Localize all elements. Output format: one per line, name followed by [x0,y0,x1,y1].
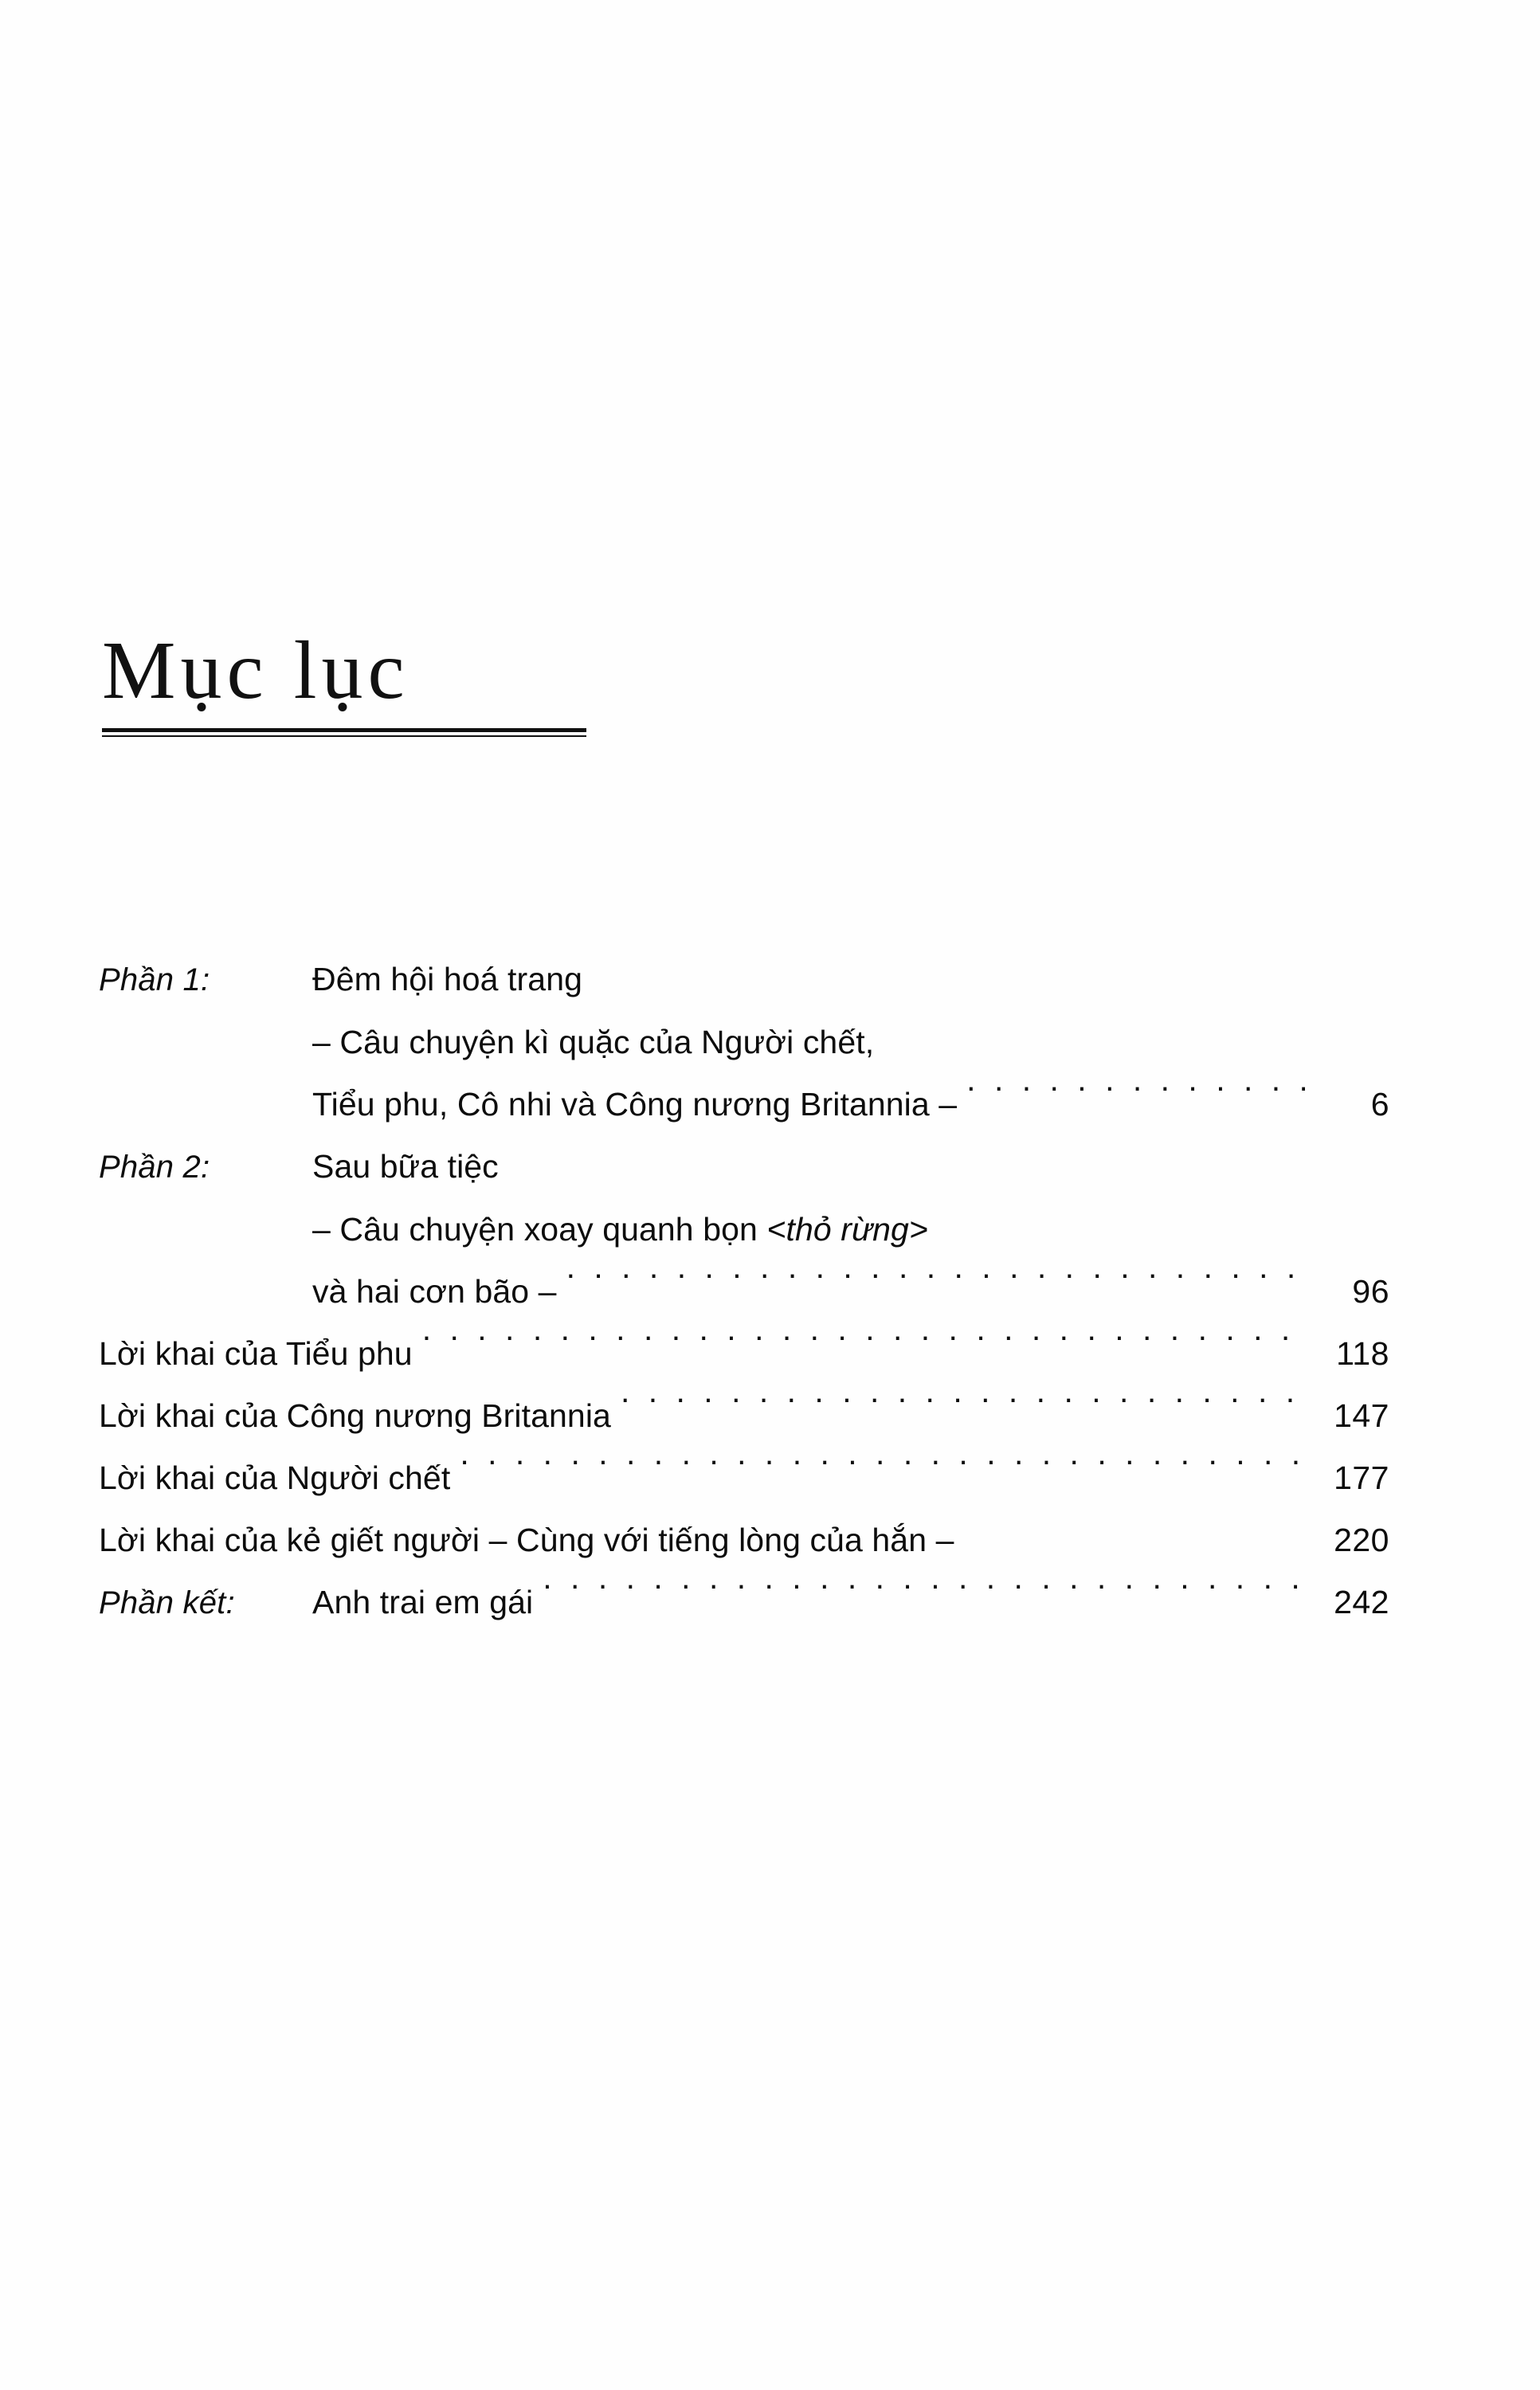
toc-leader-dots [621,1395,1305,1427]
toc-leader-dots [508,1146,1305,1177]
toc-page-number: 118 [1336,1335,1389,1372]
toc-leader-dots [422,1333,1305,1365]
toc-page-number: 96 [1352,1273,1389,1310]
toc-entry-line[interactable] [99,1135,1389,1198]
toc-entry-line[interactable] [99,1447,1389,1509]
toc-entry[interactable] [99,1322,1389,1385]
toc-leader-dots [460,1457,1305,1489]
page-title-block [102,625,660,737]
toc-entry-text: Lời khai của Công nương Britannia [99,1397,611,1434]
toc-page-number: 6 [1370,1086,1389,1123]
toc-entry-label: Phần kết: [99,1585,235,1620]
toc-entry-line[interactable] [99,1571,1389,1634]
toc-entry-text: Lời khai của kẻ giết người – Cùng với tiếng lòng của hắn – [99,1522,954,1558]
toc-entry[interactable] [99,1571,1389,1634]
toc-leader-dots [566,1271,1305,1303]
toc-page-number: 220 [1334,1522,1389,1558]
toc-entry[interactable] [99,1447,1389,1509]
toc-entry[interactable] [99,1135,1389,1322]
toc-entry-text: Anh trai em gái [312,1584,534,1620]
toc-entry-text: và hai cơn bão – [312,1273,557,1310]
toc-leader-dots [966,1083,1305,1115]
toc-entry[interactable] [99,1509,1389,1571]
toc-entry[interactable] [99,1385,1389,1447]
table-of-contents-list [99,948,1389,1634]
toc-entry-label: Phần 2: [99,1150,210,1185]
toc-leader-dots [964,1519,1305,1551]
toc-page-number: 177 [1334,1459,1389,1496]
toc-entry-line[interactable] [99,948,1389,1011]
toc-page-number: 242 [1334,1584,1389,1620]
title-underline-rule [102,728,586,737]
toc-entry-text: Sau bữa tiệc [312,1148,499,1185]
toc-entry-line[interactable] [99,1322,1389,1385]
toc-entry-text: Tiểu phu, Cô nhi và Công nương Britannia – [312,1086,958,1123]
toc-entry-label: Phần 1: [99,962,210,997]
toc-entry-line[interactable] [99,1385,1389,1447]
toc-page-number: 147 [1334,1397,1389,1434]
toc-entry-text: Lời khai của Người chết [99,1459,451,1496]
page-title: Mục lục [102,625,409,716]
toc-entry-line[interactable] [99,1011,1389,1073]
toc-entry-text: – Câu chuyện xoay quanh bọn <thỏ rừng> [312,1211,928,1248]
toc-entry-text: Đêm hội hoá trang [312,961,583,997]
toc-entry-line[interactable] [99,1198,1389,1260]
toc-entry-text: – Câu chuyện kì quặc của Người chết, [312,1024,875,1060]
toc-leader-dots [884,1021,1305,1053]
toc-leader-dots [543,1581,1305,1613]
toc-entry-line[interactable] [99,1509,1389,1571]
toc-entry-line[interactable] [99,1073,1389,1135]
toc-entry-line[interactable] [99,1260,1389,1322]
toc-leader-dots [592,958,1305,990]
toc-leader-dots [938,1209,1305,1240]
toc-entry[interactable] [99,948,1389,1135]
toc-entry-text: Lời khai của Tiểu phu [99,1335,413,1372]
